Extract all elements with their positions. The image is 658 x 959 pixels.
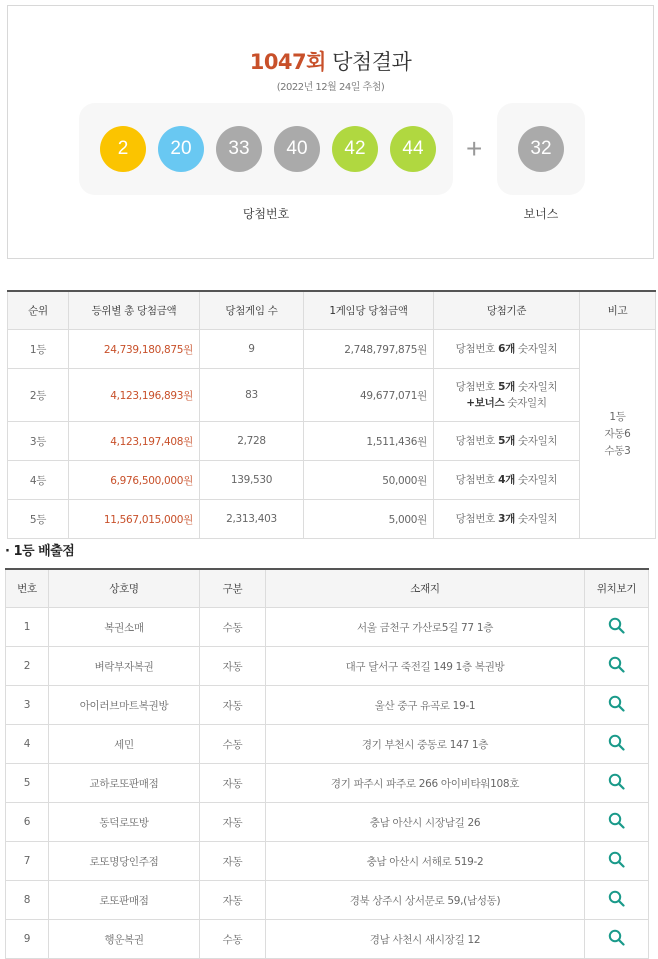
total-prize-cell: 6,976,500,000원	[69, 461, 200, 500]
prize-col-header: 당첨기준	[434, 291, 580, 330]
winner-count-cell: 83	[200, 369, 304, 422]
store-address-cell: 경기 파주시 파주로 266 아이비타워108호	[266, 764, 585, 803]
store-name-cell: 동덕로또방	[49, 803, 200, 842]
winning-stores-title: · 1등 배출점	[5, 544, 75, 559]
winning-number-ball: 44	[390, 126, 436, 172]
store-number-cell: 7	[6, 842, 49, 881]
draw-result-panel	[7, 5, 654, 259]
winner-count-cell: 9	[200, 330, 304, 369]
prize-row	[8, 422, 656, 461]
winner-count-cell: 2,313,403	[200, 500, 304, 539]
magnifier-icon[interactable]	[608, 734, 625, 751]
winning-number-ball: 2	[100, 126, 146, 172]
store-type-cell: 수동	[200, 725, 266, 764]
remarks-line: 수동3	[604, 444, 631, 457]
criteria-count: 3개	[498, 513, 515, 525]
winning-numbers-label: 당첨번호	[242, 207, 290, 221]
magnifier-icon[interactable]	[608, 773, 625, 790]
view-location-button[interactable]	[608, 734, 625, 754]
winning-number-ball: 40	[274, 126, 320, 172]
prize-row	[8, 461, 656, 500]
per-game-prize-cell: 2,748,797,875원	[304, 330, 434, 369]
criteria-cell	[434, 330, 580, 369]
store-location-cell	[585, 881, 649, 920]
store-address-cell: 경남 사천시 새시장길 12	[266, 920, 585, 959]
prize-row	[8, 369, 656, 422]
store-row	[6, 920, 649, 959]
criteria-text: 숫자일치	[514, 513, 558, 525]
store-location-cell	[585, 608, 649, 647]
store-row	[6, 842, 649, 881]
store-name-cell: 로또명당인주점	[49, 842, 200, 881]
bonus-label: 보너스	[523, 207, 559, 221]
bonus-number-ball: 32	[518, 126, 564, 172]
prize-row	[8, 330, 656, 369]
store-address-cell: 경북 상주시 상서문로 59,(남성동)	[266, 881, 585, 920]
prize-col-header: 비고	[580, 291, 656, 330]
winning-number-ball: 20	[158, 126, 204, 172]
view-location-button[interactable]	[608, 890, 625, 910]
store-location-cell	[585, 647, 649, 686]
store-address-cell: 충남 아산시 서해로 519-2	[266, 842, 585, 881]
store-row	[6, 803, 649, 842]
criteria-text: 당첨번호	[455, 435, 499, 447]
store-row	[6, 725, 649, 764]
criteria-cell	[434, 369, 580, 422]
store-type-cell: 자동	[200, 647, 266, 686]
store-type-cell: 자동	[200, 842, 266, 881]
store-location-cell	[585, 764, 649, 803]
criteria-text: 숫자일치	[514, 474, 558, 486]
magnifier-icon[interactable]	[608, 851, 625, 868]
result-title-suffix: 당첨결과	[332, 50, 412, 74]
criteria-count: 6개	[498, 343, 515, 355]
prize-table-header	[8, 291, 656, 330]
magnifier-icon[interactable]	[608, 656, 625, 673]
per-game-prize-cell: 49,677,071원	[304, 369, 434, 422]
store-name-cell: 벼락부자복권	[49, 647, 200, 686]
store-type-cell: 자동	[200, 803, 266, 842]
view-location-button[interactable]	[608, 617, 625, 637]
store-address-cell: 충남 아산시 시장남길 26	[266, 803, 585, 842]
store-location-cell	[585, 842, 649, 881]
prize-col-header: 1게임당 당첨금액	[304, 291, 434, 330]
store-row	[6, 686, 649, 725]
criteria-cell	[434, 461, 580, 500]
round-number: 1047회	[249, 50, 326, 74]
magnifier-icon[interactable]	[608, 929, 625, 946]
store-address-cell: 대구 달서구 죽전길 149 1층 복권방	[266, 647, 585, 686]
prize-table	[7, 290, 656, 539]
magnifier-icon[interactable]	[608, 617, 625, 634]
store-address-cell: 서울 금천구 가산로5길 77 1층	[266, 608, 585, 647]
criteria-text: 숫자일치	[514, 435, 558, 447]
prize-col-header: 당첨게임 수	[200, 291, 304, 330]
store-address-cell: 경기 부천시 중동로 147 1층	[266, 725, 585, 764]
criteria-text: 당첨번호	[455, 513, 499, 525]
rank-cell: 1등	[8, 330, 69, 369]
total-prize-cell: 4,123,197,408원	[69, 422, 200, 461]
criteria-count: 5개	[498, 435, 515, 447]
store-name-cell: 행운복권	[49, 920, 200, 959]
store-number-cell: 1	[6, 608, 49, 647]
draw-date: (2022년 12월 24일 추첨)	[276, 82, 385, 93]
plus-sign: +	[466, 133, 483, 164]
store-type-cell: 수동	[200, 920, 266, 959]
stores-col-header: 소재지	[266, 569, 585, 608]
store-name-cell: 아이러브마트복권방	[49, 686, 200, 725]
rank-cell: 3등	[8, 422, 69, 461]
winning-stores-table	[5, 568, 649, 959]
view-location-button[interactable]	[608, 929, 625, 949]
per-game-prize-cell: 50,000원	[304, 461, 434, 500]
store-name-cell: 세민	[49, 725, 200, 764]
criteria-cell	[434, 422, 580, 461]
rank-cell: 2등	[8, 369, 69, 422]
criteria-count: 5개	[498, 381, 515, 393]
winner-count-cell: 139,530	[200, 461, 304, 500]
criteria-cell	[434, 500, 580, 539]
per-game-prize-cell: 1,511,436원	[304, 422, 434, 461]
magnifier-icon[interactable]	[608, 890, 625, 907]
stores-table-header	[6, 569, 649, 608]
view-location-button[interactable]	[608, 812, 625, 832]
criteria-bonus: +보너스	[466, 397, 505, 409]
total-prize-cell: 11,567,015,000원	[69, 500, 200, 539]
stores-col-header: 상호명	[49, 569, 200, 608]
prize-col-header: 순위	[8, 291, 69, 330]
store-number-cell: 2	[6, 647, 49, 686]
store-type-cell: 자동	[200, 881, 266, 920]
store-number-cell: 5	[6, 764, 49, 803]
store-address-cell: 울산 중구 유곡로 19-1	[266, 686, 585, 725]
view-location-button[interactable]	[608, 851, 625, 871]
view-location-button[interactable]	[608, 656, 625, 676]
remarks-line: 자동6	[604, 427, 631, 440]
store-row	[6, 881, 649, 920]
per-game-prize-cell: 5,000원	[304, 500, 434, 539]
store-number-cell: 4	[6, 725, 49, 764]
winning-number-ball: 33	[216, 126, 262, 172]
store-location-cell	[585, 725, 649, 764]
store-type-cell: 자동	[200, 686, 266, 725]
store-location-cell	[585, 920, 649, 959]
criteria-text: 숫자일치	[514, 343, 558, 355]
store-type-cell: 수동	[200, 608, 266, 647]
winner-count-cell: 2,728	[200, 422, 304, 461]
store-row	[6, 647, 649, 686]
total-prize-cell: 4,123,196,893원	[69, 369, 200, 422]
remarks-line: 1등	[609, 410, 626, 423]
criteria-text: 당첨번호	[455, 343, 499, 355]
criteria-text: 당첨번호	[455, 474, 499, 486]
magnifier-icon[interactable]	[608, 695, 625, 712]
prize-col-header: 등위별 총 당첨금액	[69, 291, 200, 330]
view-location-button[interactable]	[608, 773, 625, 793]
remarks-cell	[580, 330, 656, 539]
store-row	[6, 764, 649, 803]
winning-number-ball: 42	[332, 126, 378, 172]
stores-col-header: 위치보기	[585, 569, 649, 608]
store-number-cell: 8	[6, 881, 49, 920]
stores-col-header: 번호	[6, 569, 49, 608]
prize-row	[8, 500, 656, 539]
rank-cell: 4등	[8, 461, 69, 500]
store-name-cell: 로또판매점	[49, 881, 200, 920]
magnifier-icon[interactable]	[608, 812, 625, 829]
store-location-cell	[585, 803, 649, 842]
result-title	[8, 46, 653, 76]
store-location-cell	[585, 686, 649, 725]
store-name-cell: 교하로또판매점	[49, 764, 200, 803]
total-prize-cell: 24,739,180,875원	[69, 330, 200, 369]
view-location-button[interactable]	[608, 695, 625, 715]
store-name-cell: 복권소매	[49, 608, 200, 647]
criteria-text: 숫자일치	[514, 381, 558, 393]
stores-col-header: 구분	[200, 569, 266, 608]
store-number-cell: 6	[6, 803, 49, 842]
criteria-text: 숫자일치	[504, 397, 547, 409]
store-number-cell: 9	[6, 920, 49, 959]
store-row	[6, 608, 649, 647]
criteria-text: 당첨번호	[455, 381, 499, 393]
store-type-cell: 자동	[200, 764, 266, 803]
rank-cell: 5등	[8, 500, 69, 539]
store-number-cell: 3	[6, 686, 49, 725]
criteria-count: 4개	[498, 474, 515, 486]
